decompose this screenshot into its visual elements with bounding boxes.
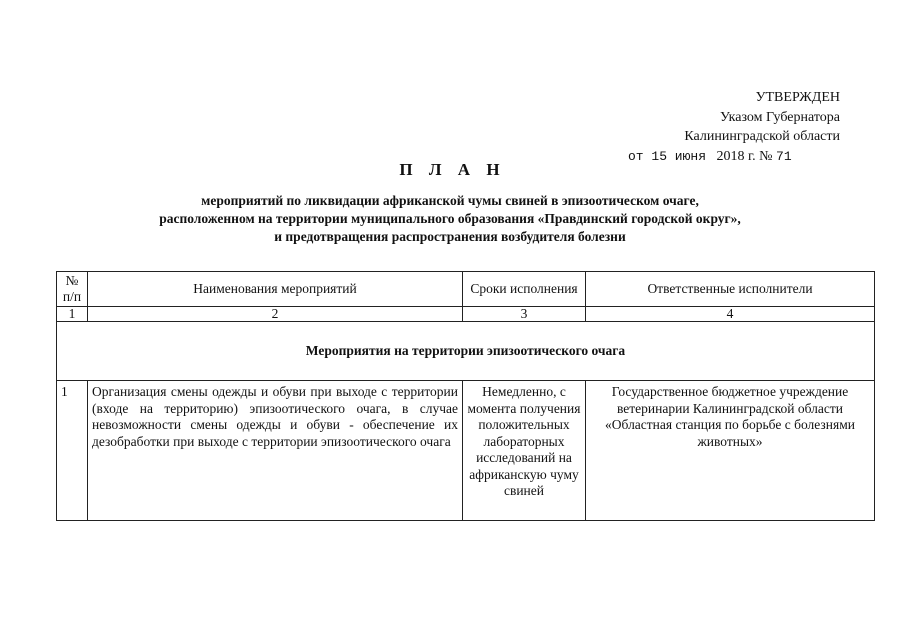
subtitle-line-3: и предотвращения распространения возбудителя болезни — [274, 229, 626, 244]
header-term: Сроки исполнения — [463, 272, 586, 307]
document-subtitle — [60, 192, 840, 246]
table-row — [57, 381, 875, 521]
approval-region: Калининградской области — [684, 129, 840, 144]
section-title: Мероприятия на территории эпизоотического очага — [57, 322, 875, 381]
row-number: 1 — [57, 381, 88, 521]
column-number: 4 — [586, 307, 875, 322]
approval-date: от 15 июня — [628, 148, 707, 164]
approval-number: 71 — [776, 148, 792, 164]
column-number-row — [57, 307, 875, 322]
header-name: Наименования мероприятий — [88, 272, 463, 307]
section-row — [57, 322, 875, 381]
subtitle-line-2: расположенном на территории муниципального образования «Правдинский городской округ», — [159, 211, 741, 226]
column-number: 1 — [57, 307, 88, 322]
subtitle-line-1: мероприятий по ликвидации африканской чумы свиней в эпизоотическом очаге, — [201, 193, 699, 208]
row-term: Немедленно, с момента получения положительных лабораторных исследований на африканскую чуму свиней — [463, 381, 586, 521]
header-resp: Ответственные исполнители — [586, 272, 875, 307]
column-number: 2 — [88, 307, 463, 322]
header-num: № п/п — [57, 272, 88, 307]
approval-title: УТВЕРЖДЕН — [755, 90, 840, 105]
approval-year: 2018 г. № — [716, 148, 773, 164]
plan-table — [56, 271, 875, 521]
approval-authority: Указом Губернатора — [719, 109, 840, 125]
column-number: 3 — [463, 307, 586, 322]
row-responsible: Государственное бюджетное учреждение ветеринарии Калининградской области «Областная станция по борьбе с болезнями животных» — [586, 381, 875, 521]
table-header-row — [57, 272, 875, 307]
approval-block — [600, 88, 840, 166]
row-activity: Организация смены одежды и обуви при выходе с территории (входе на территорию) эпизоотического очага, в случае невозможности смены одежды и обуви - обеспечение их дезобработки при выходе с территории эпизоотического очага — [88, 381, 463, 521]
document-title: П Л А Н — [399, 160, 506, 179]
